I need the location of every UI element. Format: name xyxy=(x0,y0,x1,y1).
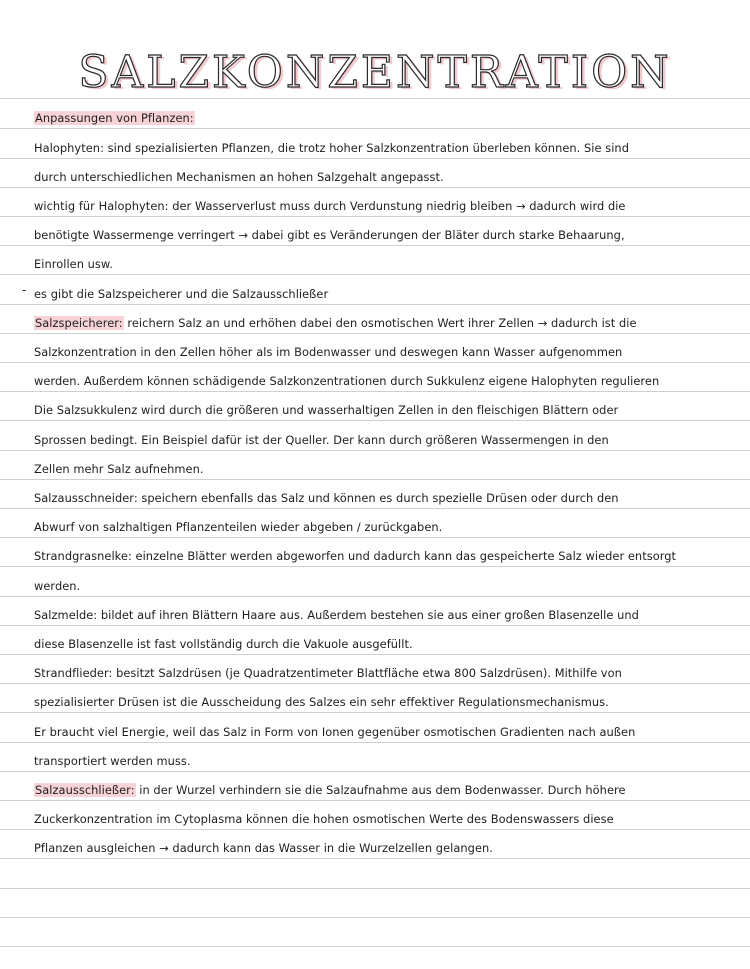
ruled-line xyxy=(0,537,750,538)
note-line: transportiert werden muss. xyxy=(34,754,191,768)
ruled-line xyxy=(0,917,750,918)
ruled-line xyxy=(0,245,750,246)
note-line: Salzspeicherer: reichern Salz an und erhöhen dabei den osmotischen Wert ihrer Zellen → dadurch ist die xyxy=(35,316,637,330)
highlighted-heading: Anpassungen von Pflanzen: xyxy=(35,111,194,125)
ruled-line xyxy=(0,274,750,275)
ruled-line xyxy=(0,683,750,684)
note-line: Strandflieder: besitzt Salzdrüsen (je Quadratzentimeter Blattfläche etwa 800 Salzdrüsen). Mithilfe von xyxy=(34,666,622,680)
ruled-line xyxy=(0,98,750,99)
ruled-line xyxy=(0,187,750,188)
note-line: Einrollen usw. xyxy=(34,257,113,271)
ruled-line xyxy=(0,712,750,713)
note-line: Salzausschließer: in der Wurzel verhindern sie die Salzaufnahme aus dem Bodenwasser. Durch höhere xyxy=(35,783,626,797)
note-line: Die Salzsukkulenz wird durch die größeren und wasserhaltigen Zellen in den fleischigen Blättern oder xyxy=(34,403,619,417)
note-line: Pflanzen ausgleichen → dadurch kann das Wasser in die Wurzelzellen gelangen. xyxy=(34,841,493,855)
note-line: werden. xyxy=(34,579,81,593)
ruled-line xyxy=(0,625,750,626)
note-line: wichtig für Halophyten: der Wasserverlust muss durch Verdunstung niedrig bleiben → dadurch wird die xyxy=(34,199,626,213)
note-line: werden. Außerdem können schädigende Salzkonzentrationen durch Sukkulenz eigene Halophyten regulieren xyxy=(34,374,660,388)
highlighted-term: Salzausschließer: xyxy=(35,783,135,797)
ruled-line xyxy=(0,654,750,655)
ruled-line xyxy=(0,888,750,889)
ruled-line xyxy=(0,596,750,597)
ruled-line xyxy=(0,946,750,947)
ruled-line xyxy=(0,158,750,159)
ruled-line xyxy=(0,391,750,392)
note-line xyxy=(34,109,734,127)
note-line: spezialisierter Drüsen ist die Ausscheidung des Salzes ein sehr effektiver Regulationsmechanismus. xyxy=(34,695,609,709)
ruled-line xyxy=(0,216,750,217)
note-line: Zellen mehr Salz aufnehmen. xyxy=(34,462,204,476)
note-line: Salzkonzentration in den Zellen höher als im Bodenwasser und deswegen kann Wasser aufgenommen xyxy=(34,345,623,359)
ruled-line xyxy=(0,771,750,772)
ruled-line xyxy=(0,742,750,743)
note-line: benötigte Wassermenge verringert → dabei gibt es Veränderungen der Bläter durch starke Behaarung, xyxy=(34,228,625,242)
note-line: Strandgrasnelke: einzelne Blätter werden abgeworfen und dadurch kann das gespeicherte Salz wieder entsorgt xyxy=(34,549,677,563)
ruled-line xyxy=(0,800,750,801)
page-title: SALZKONZENTRATION xyxy=(78,47,672,98)
note-line: es gibt die Salzspeicherer und die Salzausschließer xyxy=(34,287,329,301)
ruled-line xyxy=(0,304,750,305)
ruled-line xyxy=(0,333,750,334)
note-line: Er braucht viel Energie, weil das Salz in Form von Ionen gegenüber osmotischen Gradienten nach außen xyxy=(34,725,636,739)
ruled-line xyxy=(0,420,750,421)
ruled-line xyxy=(0,450,750,451)
ruled-line xyxy=(0,479,750,480)
bullet-dash: - xyxy=(22,283,27,297)
note-line: Sprossen bedingt. Ein Beispiel dafür ist der Queller. Der kann durch größeren Wassermengen in den xyxy=(34,433,609,447)
note-line: Salzausschneider: speichern ebenfalls das Salz und können es durch spezielle Drüsen oder durch den xyxy=(34,491,619,505)
note-line: diese Blasenzelle ist fast vollständig durch die Vakuole ausgefüllt. xyxy=(34,637,413,651)
ruled-line xyxy=(0,566,750,567)
ruled-line xyxy=(0,858,750,859)
highlighted-term: Salzspeicherer: xyxy=(35,316,123,330)
ruled-line xyxy=(0,508,750,509)
note-line: durch unterschiedlichen Mechanismen an hohen Salzgehalt angepasst. xyxy=(34,170,444,184)
note-line: Zuckerkonzentration im Cytoplasma können die hohen osmotischen Werte des Bodenswassers diese xyxy=(34,812,614,826)
ruled-line xyxy=(0,829,750,830)
ruled-line xyxy=(0,362,750,363)
note-line: Halophyten: sind spezialisierten Pflanzen, die trotz hoher Salzkonzentration überleben können. Sie sind xyxy=(34,141,629,155)
note-line: Abwurf von salzhaltigen Pflanzenteilen wieder abgeben / zurückgaben. xyxy=(34,520,443,534)
ruled-line xyxy=(0,128,750,129)
note-line: Salzmelde: bildet auf ihren Blättern Haare aus. Außerdem bestehen sie aus einer großen Blasenzelle und xyxy=(34,608,639,622)
